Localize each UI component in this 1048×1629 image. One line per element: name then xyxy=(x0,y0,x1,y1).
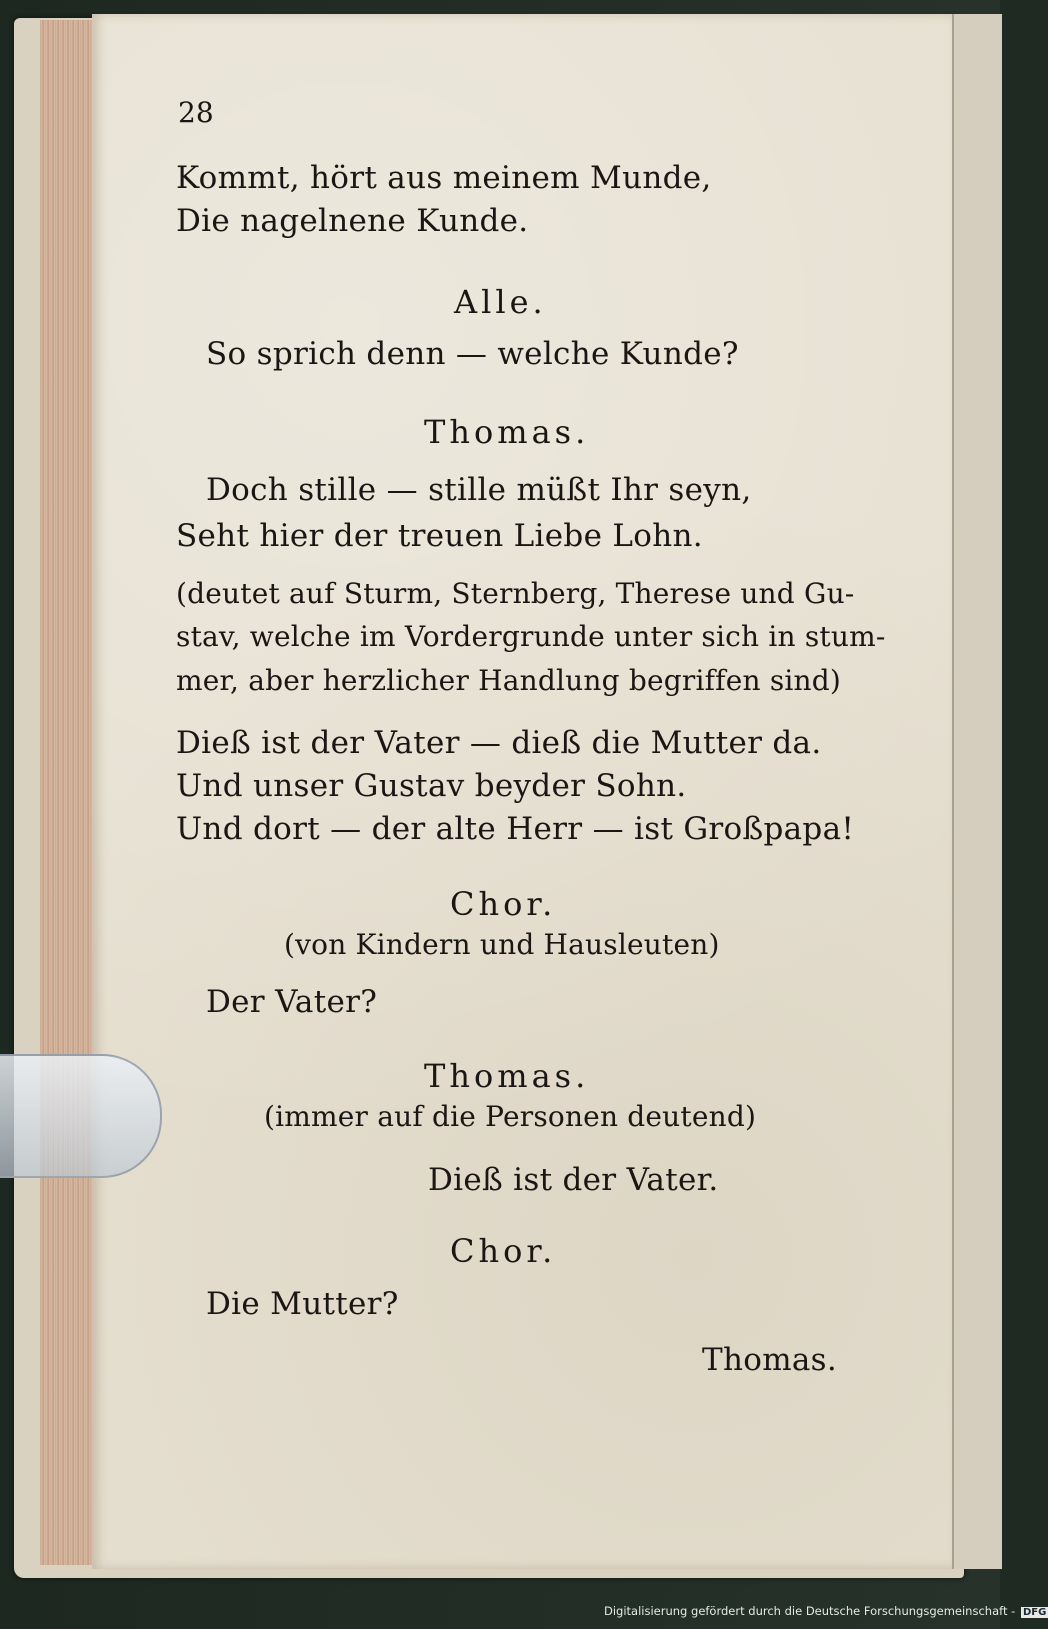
digitization-footer xyxy=(604,1604,1048,1618)
speaker-heading: Thomas. xyxy=(424,1057,590,1095)
stage-direction: (immer auf die Personen deutend) xyxy=(264,1100,757,1133)
text-line: Kommt, hört aus meinem Munde, xyxy=(176,160,712,196)
dfg-logo: DFG xyxy=(1022,1607,1047,1618)
catchword: Thomas. xyxy=(702,1342,838,1378)
text-line: Und dort — der alte Herr — ist Großpapa! xyxy=(176,811,855,847)
text-line: Doch stille — stille müßt Ihr seyn, xyxy=(206,472,752,508)
stage-direction: (deutet auf Sturm, Sternberg, Therese und Gu- xyxy=(176,577,855,610)
text-line: Die nagelnene Kunde. xyxy=(176,203,529,239)
text-line: Dieß ist der Vater — dieß die Mutter da. xyxy=(176,725,822,761)
text-line: So sprich denn — welche Kunde? xyxy=(206,336,739,372)
speaker-heading: Alle. xyxy=(454,283,547,321)
text-line: Die Mutter? xyxy=(206,1286,399,1322)
speaker-heading: Chor. xyxy=(450,1232,557,1270)
footer-text: Digitalisierung gefördert durch die Deutsche Forschungsgemeinschaft - xyxy=(604,1604,1016,1618)
speaker-heading: Chor. xyxy=(450,885,557,923)
page-clip xyxy=(0,1054,162,1178)
stage-direction: stav, welche im Vordergrunde unter sich in stum- xyxy=(176,620,886,653)
stage-direction: (von Kindern und Hausleuten) xyxy=(284,928,720,961)
stage-direction: mer, aber herzlicher Handlung begriffen sind) xyxy=(176,664,842,697)
text-line: Dieß ist der Vater. xyxy=(428,1162,719,1198)
speaker-heading: Thomas. xyxy=(424,413,590,451)
text-line: Der Vater? xyxy=(206,984,378,1020)
next-page-edge xyxy=(952,14,1002,1569)
page-number: 28 xyxy=(178,96,214,129)
text-line: Und unser Gustav beyder Sohn. xyxy=(176,768,687,804)
text-line: Seht hier der treuen Liebe Lohn. xyxy=(176,518,703,554)
